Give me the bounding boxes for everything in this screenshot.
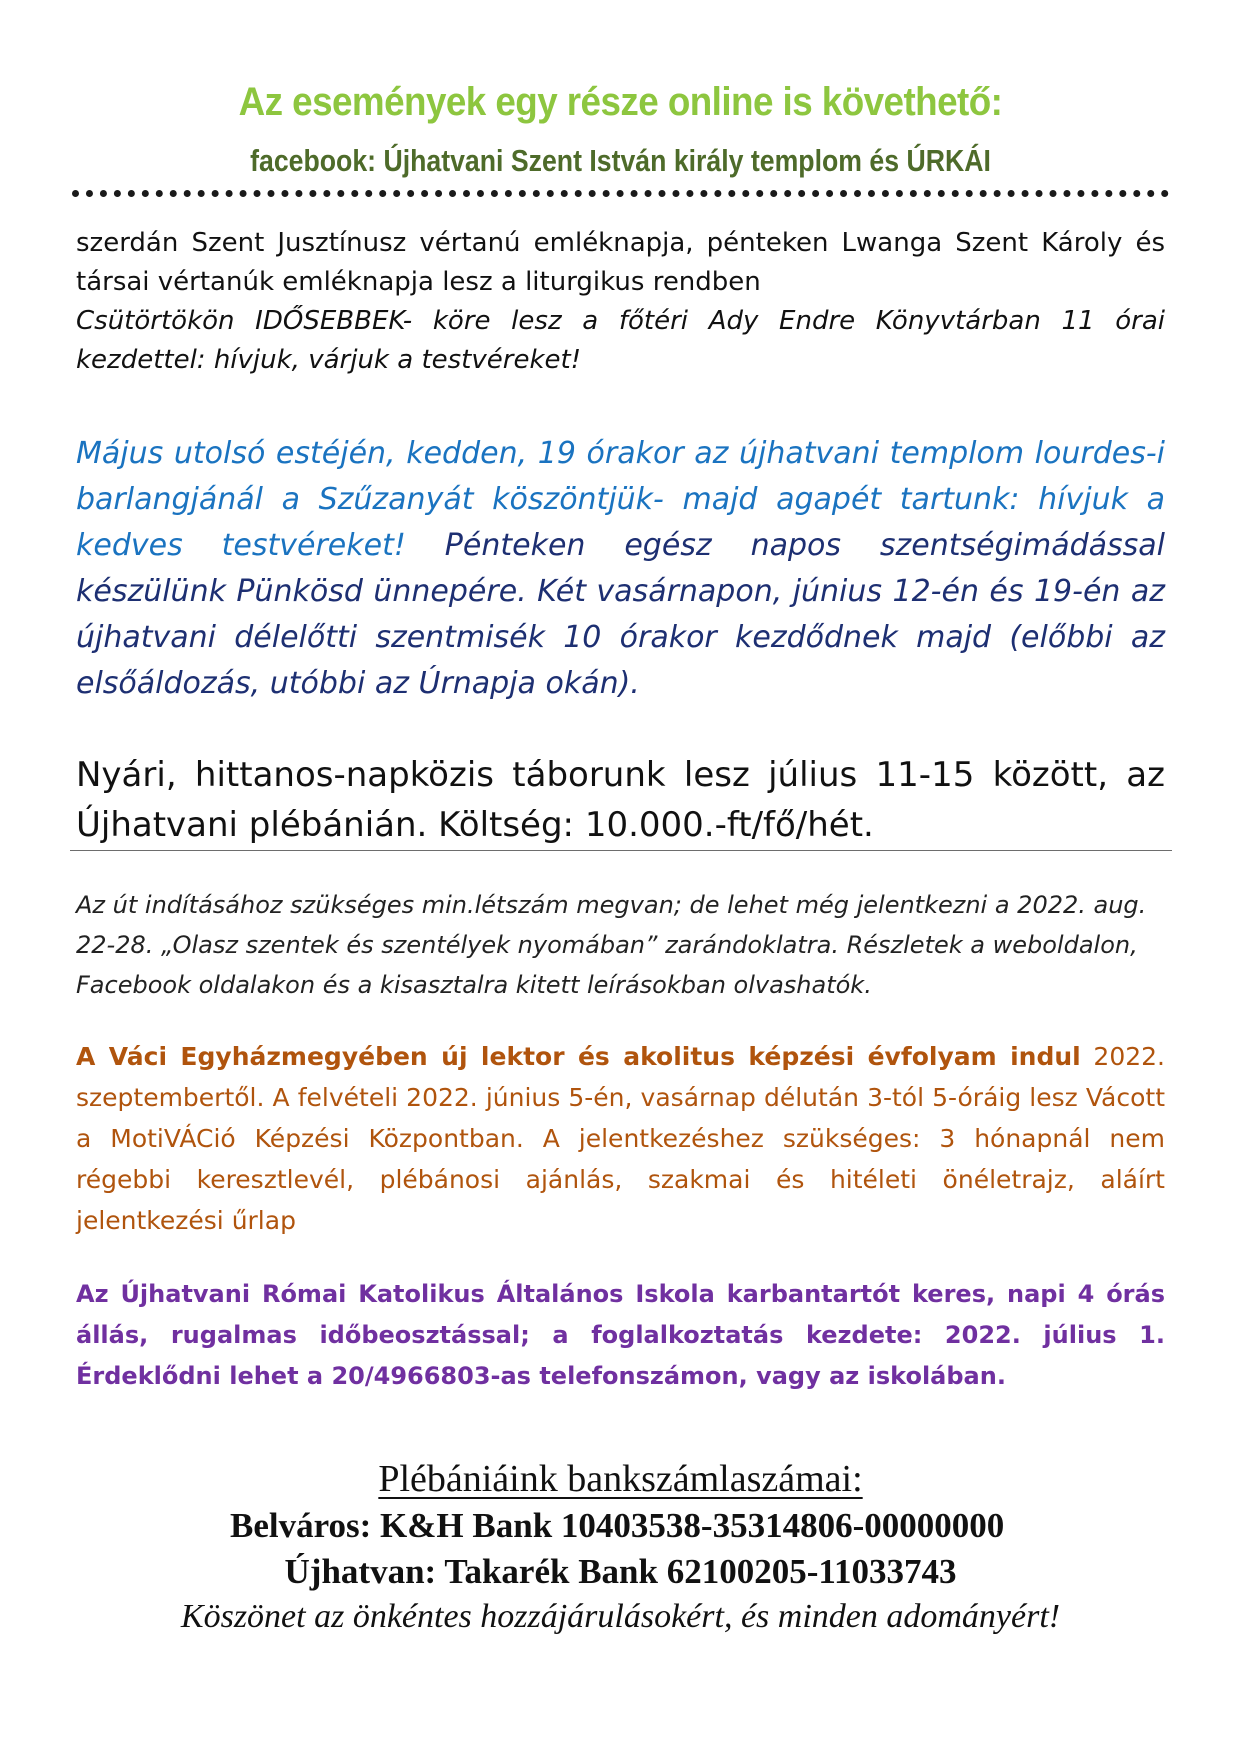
elders-notice-text: Csütörtökön IDŐSEBBEK- köre lesz a főtéri Ady Endre Könyvtárban 11 órai kezdettel: hívjuk, várjuk a testvéreket! [76,306,1165,375]
lector-training-text: 2022. szeptembertől. A felvételi 2022. június 5-én, vasárnap délután 3-tól 5-óráig lesz Vácott a MotiVÁCió Képzési Központban. A jelentkezéshez szükséges: 3 hónapnál nem régebbi keresztlevél, plébánosi ajánlás, szakmai és hitéleti önéletrajz, aláírt jelentkezési űrlap [76,1042,1165,1235]
liturgy-notice [76,224,1165,380]
lector-training-notice [76,1036,1165,1241]
bank-account-ujhatvan: Újhatvan: Takarék Bank 62100205-11033743 [284,1552,957,1591]
bank-account-belvaros: Belváros: K&H Bank 10403538-35314806-00000000 [230,1506,1005,1545]
liturgy-notice-text: szerdán Szent Jusztínusz vértanú emléknapja, pénteken Lwanga Szent Károly és társai vértanúk emléknapja lesz a liturgikus rendben [76,228,1165,297]
thanks-text: Köszönet az önkéntes hozzájárulásokért, és minden adományért! [180,1598,1061,1635]
page-title: Az események egy része online is követhető: [238,80,1003,124]
facebook-subtitle: facebook: Újhatvani Szent István király templom és ÚRKÁI [250,143,991,178]
may-notice [76,431,1165,707]
lector-training-heading: A Váci Egyházmegyében új lektor és akolitus képzési évfolyam indul [76,1042,1081,1071]
bank-accounts-title: Plébániáink bankszámlaszámai: [378,1458,863,1500]
job-notice: Az Újhatvani Római Katolikus Általános Iskola karbantartót keres, napi 4 órás állás, rugalmas időbeosztással; a foglalkoztatás kezdete: 2022. július 1. Érdeklődni lehet a 20/4966803-as telefonszámon, vagy az iskolában. [76,1280,1165,1390]
pilgrimage-notice: Az út indításához szükséges min.létszám megvan; de lehet még jelentkezni a 2022. aug. 22-28. „Olasz szentek és szentélyek nyomában” zarándoklatra. Részletek a weboldalon, Facebook oldalakon és a kisasztalra kitett leírásokban olvashatók. [76,891,1147,999]
may-evening-text: Május utolsó estéjén, kedden, 19 órakor az újhatvani templom lourdes-i barlangjánál a Szűzanyát köszöntjük- majd agapét tartunk: hívjuk a kedves testvéreket! [76,436,1165,563]
section-divider [70,850,1172,851]
summer-camp-notice: Nyári, hittanos-napközis táborunk lesz július 11-15 között, az Újhatvani plébánián. Költség: 10.000.-ft/fő/hét. [76,755,1165,845]
pentecost-text: Pénteken egész napos szentségimádással készülünk Pünkösd ünnepére. Két vasárnapon, június 12-én és 19-én az újhatvani délelőtti szentmisék 10 órakor kezdődnek majd (előbbi az elsőáldozás, utóbbi az Úrnapja okán). [76,528,1166,701]
dotted-divider [72,190,1169,197]
